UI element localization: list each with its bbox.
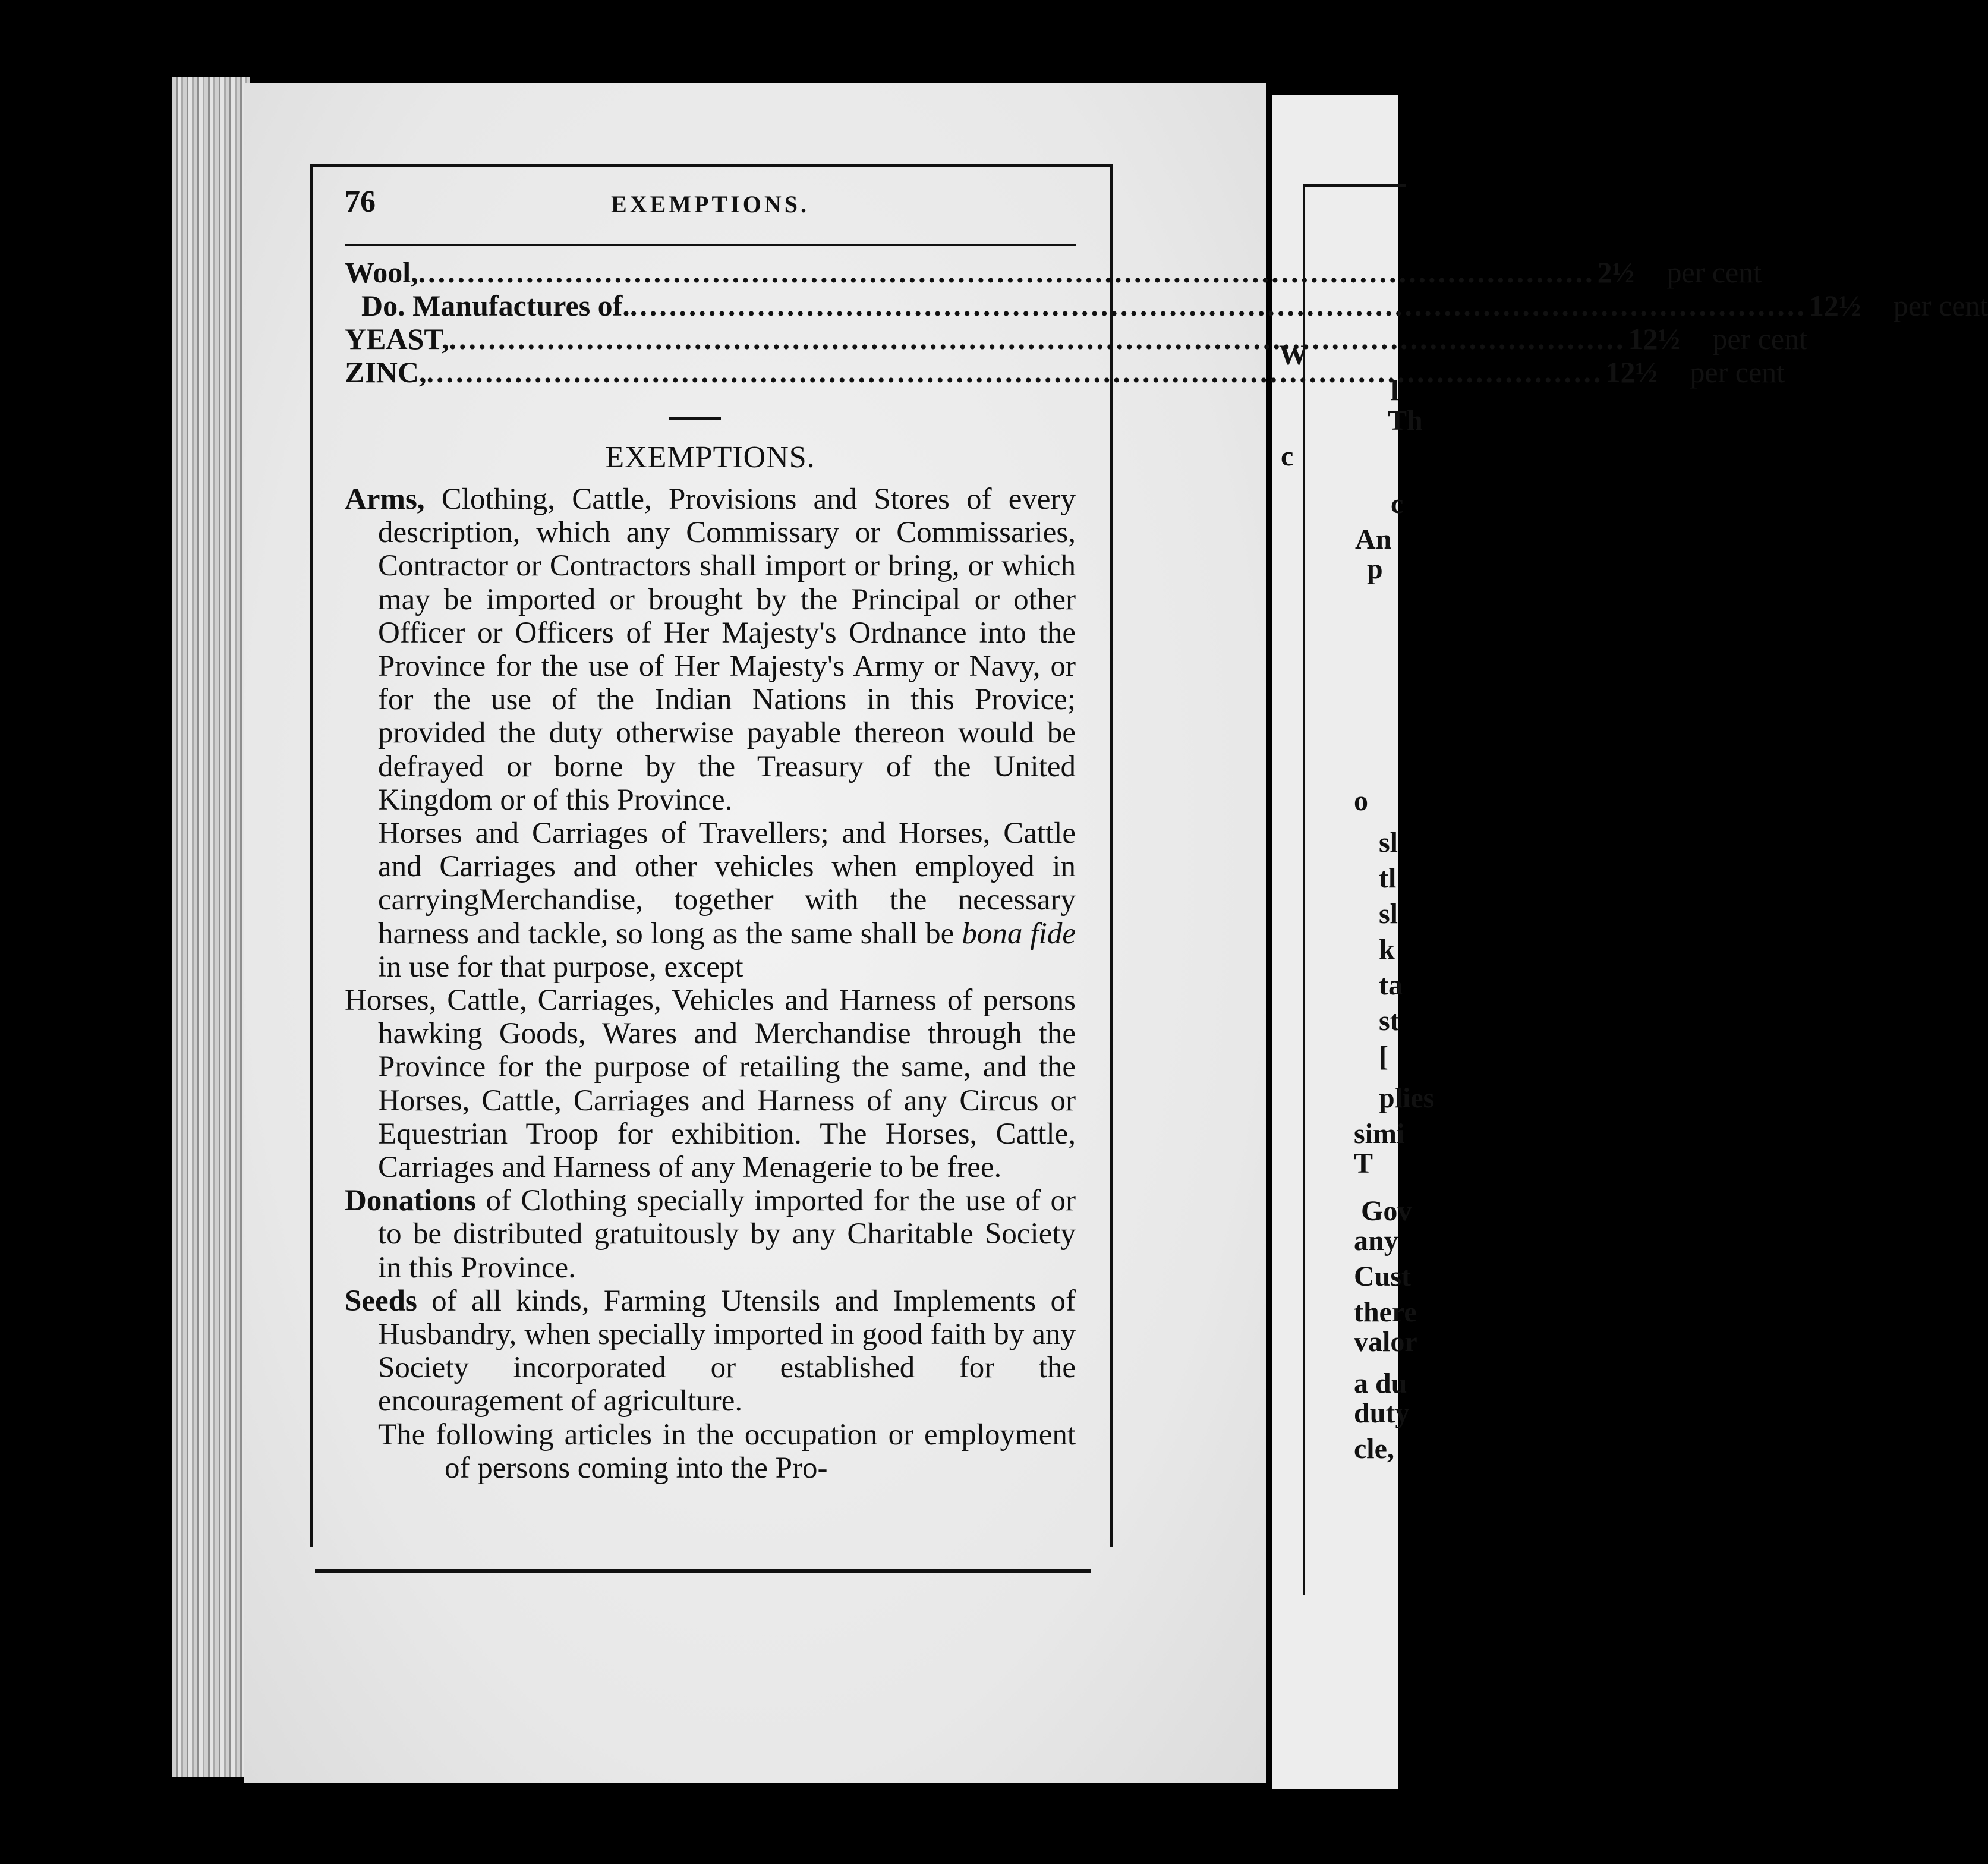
exemption-donations [345,1184,1076,1284]
facing-page-fragment: k [1379,934,1395,965]
facing-page-fragment: W [1279,339,1308,371]
entry-lead: Arms, [345,483,425,516]
tariff-row [345,289,1988,322]
entry-text: of all kinds, Farming Utensils and Implements of Husbandry, when specially imported in good faith by any Society incorporated or established for the encouragement of agriculture. [378,1284,1076,1418]
entry-lead: Donations [345,1184,477,1218]
entry-text: Horses, Cattle, Carriages, Vehicles and Harness of persons hawking Goods, Wares and Merchandise through the Province for the purpose of retailing the same, and the Horses, Cattle, Carriages and Harness of any Circus or Equestrian Troop for exhibition. The Horses, Cattle, Carriages and Harness of any Menagerie to be free. [345,984,1076,1185]
facing-page-fragment: o [1354,785,1368,817]
dot-leader [630,289,1807,322]
dot-leader [449,322,1626,355]
entry-text: Clothing, Cattle, Provisions and Stores of every description, which any Commissary or Commissaries, Contractor or Contractors shall import or bring, or which may be imported or brought by the Principal or other Officer or Officers of Her Majesty's Ordnance into the Province for the use of Her Majesty's Army or Navy, or for the use of the Indian Nations in this Provice; provided the duty otherwise payable thereon would be defrayed or borne by the Treasury of the United Kingdom or of this Province. [378,483,1076,817]
tariff-rate: 12½ [1809,289,1861,322]
facing-page-fragment: simi [1354,1118,1405,1150]
tariff-unit: per cent [1690,355,1785,389]
facing-page-fragment: duty [1354,1397,1410,1429]
tariff-rate: 12½ [1605,355,1658,389]
facing-page-fragment: Th [1388,405,1423,436]
tariff-row [345,322,1808,355]
bottom-rule [315,1569,1091,1573]
facing-page-fragment: T [1354,1148,1373,1179]
header-rule [345,244,1076,246]
facing-page-fragment: p [1367,553,1383,585]
entry-lead: Seeds [345,1284,417,1318]
facing-page-fragment: c [1281,440,1294,472]
facing-page-fragment: there [1354,1296,1417,1328]
exemption-horses-hawking [345,984,1076,1184]
facing-page-fragment: sl [1379,898,1398,930]
facing-page-fragment: any [1354,1225,1398,1257]
running-head: EXEMPTIONS. [611,191,809,218]
tariff-item-name: Do. Manufactures of. [361,289,630,322]
exemption-following [345,1418,1076,1485]
tariff-unit: per cent [1712,322,1808,355]
dot-leader [418,256,1595,289]
tariff-item-name: Wool, [345,256,418,289]
entry-text: of Clothing specially imported for the use of or to be distributed gratuitously by any Charitable Society in this Province. [378,1184,1076,1284]
tariff-rate: 12½ [1628,322,1681,355]
facing-page-fragment: Cust [1354,1261,1412,1292]
tariff-unit: per cent [1893,289,1988,322]
tariff-item-name: YEAST, [345,322,449,355]
facing-page-fragment: sl [1379,827,1398,858]
exemption-horses-travellers [345,817,1076,984]
entry-text: Horses and Carriages of Travellers; and Horses, Cattle and Carriages and other vehicles when employed in carryingMerchandise, together with the necessary harness and tackle, so long as the same shall be [378,817,1076,950]
page-number: 76 [345,185,376,219]
entry-italic: bona fide [962,917,1076,950]
facing-page-fragment: An [1355,524,1392,555]
section-title: EXEMPTIONS. [605,440,815,474]
tariff-row [345,256,1762,289]
exemptions-list [345,483,1076,1485]
book-page-edges [172,77,250,1777]
facing-page-fragment: l [1391,375,1399,407]
entry-text: in use for that purpose, except [378,950,743,984]
tariff-list [345,256,1988,389]
facing-page-fragment: a du [1354,1368,1407,1399]
facing-page-fragment: st [1379,1005,1400,1037]
dot-leader [427,355,1603,389]
tariff-row [345,355,1785,389]
facing-page-fragment: plies [1379,1082,1435,1114]
tariff-item-name: ZINC, [345,355,427,389]
facing-page-fragment: tl [1379,862,1397,894]
facing-page-fragment: valor [1354,1326,1417,1358]
page-header [345,178,1076,226]
facing-page-fragment: Gov [1361,1195,1412,1227]
section-divider [669,417,721,420]
entry-text: The following articles in the occupation or employment of persons coming into the Pro- [378,1418,1076,1485]
facing-page-fragment: cle, [1354,1433,1394,1465]
facing-page-fragment: ta [1379,969,1403,1001]
tariff-unit: per cent [1666,256,1762,289]
exemption-seeds [345,1284,1076,1418]
exemption-arms [345,483,1076,817]
tariff-rate: 2½ [1597,256,1635,289]
facing-page-fragment: c [1391,488,1404,519]
facing-page-fragment: [ [1379,1041,1388,1072]
